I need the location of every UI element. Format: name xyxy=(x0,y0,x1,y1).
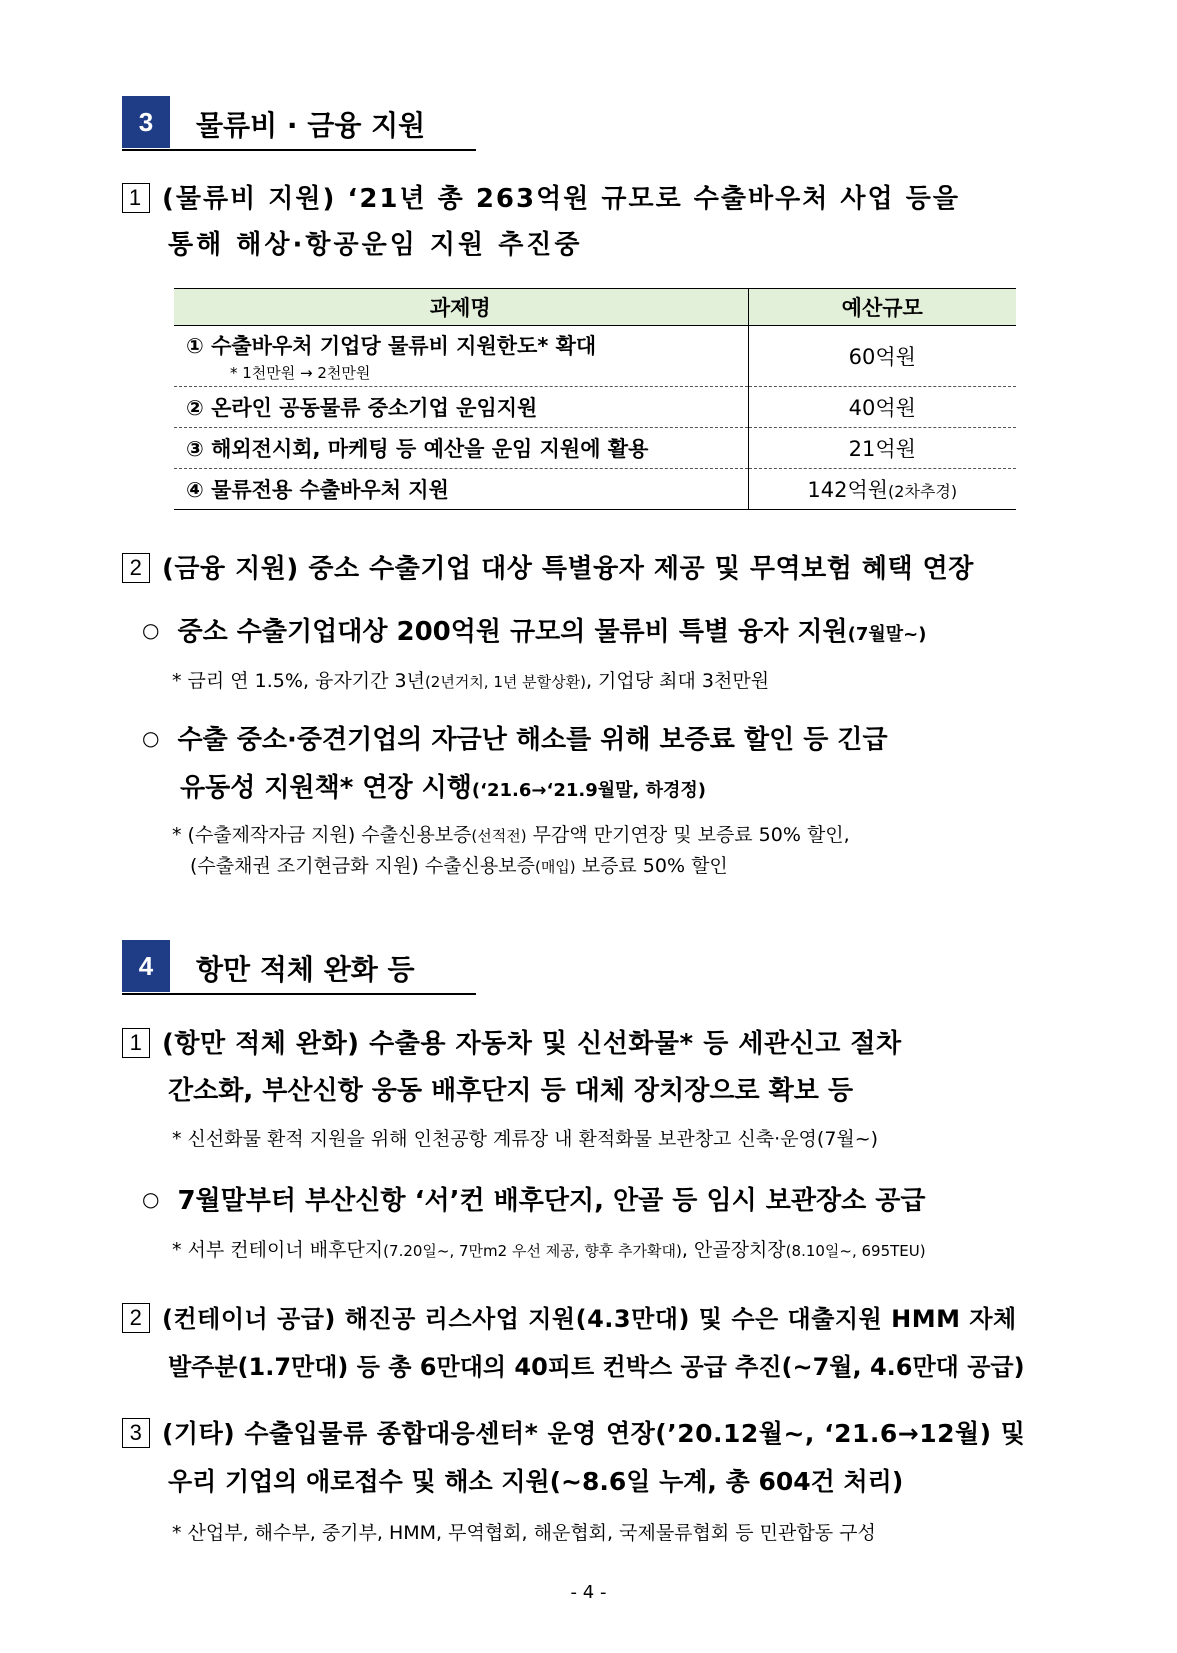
note-text: * 서부 컨테이너 배후단지 xyxy=(172,1239,384,1261)
bullet-text: 유동성 지원책* 연장 시행 xyxy=(180,773,472,803)
circle-bullet-icon: ○ xyxy=(142,726,160,750)
note-text: , 안골장치장 xyxy=(681,1239,786,1261)
section-3-bullet-1 xyxy=(142,611,926,648)
section-number-badge: 4 xyxy=(122,940,170,992)
circle-bullet-icon: ○ xyxy=(142,618,160,642)
boxed-number: 2 xyxy=(122,1303,150,1333)
section-3-bullet-2-line-2 xyxy=(180,767,706,804)
bullet-text: 7월말부터 부산신항 ‘서’컨 배후단지, 안골 등 임시 보관장소 공급 xyxy=(177,1186,926,1216)
section-title: 항만 적체 완화 등 xyxy=(196,953,415,986)
table-cell-subnote: * 1천만원 → 2천만원 xyxy=(230,363,371,382)
section-4-item-3-line-1 xyxy=(122,1414,1072,1450)
section-4-bullet-1 xyxy=(142,1180,926,1217)
item-text: (컨테이너 공급) 해진공 리스사업 지원(4.3만대) 및 수은 대출지원 HMM 자체 xyxy=(162,1305,1017,1333)
note-small: (선적전) xyxy=(471,827,527,845)
section-3-note-2-line-2 xyxy=(190,851,728,878)
bullet-text: 수출 중소·중견기업의 자금난 해소를 위해 보증료 할인 등 긴급 xyxy=(177,725,888,755)
table-cell-task: ② 온라인 공동물류 중소기업 운임지원 xyxy=(186,396,538,420)
table-cell-amount-note: (2차추경) xyxy=(888,482,958,501)
table-cell-amount: 21억원 xyxy=(748,428,1016,469)
table-header-row xyxy=(174,289,1016,326)
section-3-note-1 xyxy=(172,666,769,693)
note-small: (매입) xyxy=(534,858,576,876)
note-text: * (수출제작자금 지원) 수출신용보증 xyxy=(172,824,472,846)
section-4-item-2-line-1 xyxy=(122,1299,1072,1334)
bullet-paren: (7월말~) xyxy=(847,624,927,645)
table-cell-task: ④ 물류전용 수출바우처 지원 xyxy=(186,478,449,502)
table-row xyxy=(174,326,1016,387)
circle-bullet-icon: ○ xyxy=(142,1187,160,1211)
boxed-number: 2 xyxy=(122,553,150,583)
table-cell-task: ③ 해외전시회, 마케팅 등 예산을 운임 지원에 활용 xyxy=(186,437,649,461)
note-small: (7.20일~, 7만m2 우선 제공, 향후 추가확대) xyxy=(383,1242,682,1260)
note-text: , 기업당 최대 3천만원 xyxy=(585,670,770,692)
boxed-number: 1 xyxy=(122,183,150,213)
bullet-paren: (‘21.6→‘21.9월말, 하경정) xyxy=(471,780,706,801)
page-number: - 4 - xyxy=(570,1582,607,1603)
item-text: (금융 지원) 중소 수출기업 대상 특별융자 제공 및 무역보험 혜택 연장 xyxy=(162,554,974,584)
table-cell-amount: 142억원 xyxy=(807,478,889,502)
table-row xyxy=(174,469,1016,510)
table-header-budget: 예산규모 xyxy=(748,289,1016,326)
boxed-number: 1 xyxy=(122,1028,150,1058)
section-4-note-2 xyxy=(172,1235,926,1262)
table-cell-task: ① 수출바우처 기업당 물류비 지원한도* 확대 xyxy=(186,333,597,358)
note-text: 보증료 50% 할인 xyxy=(575,855,728,877)
table-header-task: 과제명 xyxy=(174,289,748,326)
note-text: 무감액 만기연장 및 보증료 50% 할인, xyxy=(526,824,850,846)
section-4-note-1: * 신선화물 환적 지원을 위해 인천공항 계류장 내 환적화물 보관창고 신축·운영(7월~) xyxy=(172,1128,879,1150)
item-text: (항만 적체 완화) 수출용 자동차 및 신선화물* 등 세관신고 절차 xyxy=(162,1029,902,1059)
table-cell-amount: 60억원 xyxy=(748,326,1016,387)
section-3-note-2-line-1 xyxy=(172,820,850,847)
note-text: * 금리 연 1.5%, 융자기간 3년 xyxy=(172,670,425,692)
budget-table xyxy=(174,288,1016,510)
section-3-item-2-line-1 xyxy=(122,548,1072,585)
table-row xyxy=(174,428,1016,469)
section-number-badge: 3 xyxy=(122,96,170,148)
note-text: (수출채권 조기현금화 지원) 수출신용보증 xyxy=(190,855,535,877)
section-3-header xyxy=(122,96,476,156)
section-4-item-2-line-2: 발주분(1.7만대) 등 총 6만대의 40피트 컨박스 공급 추진(~7월, 4.6만대 공급) xyxy=(168,1353,1025,1381)
note-small: (2년거치, 1년 분할상환) xyxy=(424,673,586,691)
table-row xyxy=(174,387,1016,428)
section-4-header xyxy=(122,940,476,1000)
boxed-number: 3 xyxy=(122,1418,150,1448)
section-underline xyxy=(122,993,476,995)
section-underline xyxy=(122,149,476,151)
section-3-bullet-2-line-1 xyxy=(142,719,888,756)
section-4-note-3: * 산업부, 해수부, 중기부, HMM, 무역협회, 해운협회, 국제물류협회 등 민관합동 구성 xyxy=(172,1522,876,1544)
bullet-text: 중소 수출기업대상 200억원 규모의 물류비 특별 융자 지원 xyxy=(177,617,848,647)
section-4-item-1-line-1 xyxy=(122,1023,1072,1060)
note-small: (8.10일~, 695TEU) xyxy=(785,1242,926,1260)
item-text: (기타) 수출입물류 종합대응센터* 운영 연장(’20.12월~, ‘21.6→12월) 및 xyxy=(162,1419,1026,1448)
section-3-item-1-line-2: 통해 해상·항공운임 지원 추진중 xyxy=(168,230,583,260)
item-text: (물류비 지원) ‘21년 총 263억원 규모로 수출바우처 사업 등을 xyxy=(162,184,960,214)
section-title: 물류비 · 금융 지원 xyxy=(196,109,426,142)
section-4-item-1-line-2: 간소화, 부산신항 웅동 배후단지 등 대체 장치장으로 확보 등 xyxy=(168,1076,854,1106)
section-3-item-1-line-1 xyxy=(122,178,1072,215)
section-4-item-3-line-2: 우리 기업의 애로접수 및 해소 지원(~8.6일 누계, 총 604건 처리) xyxy=(168,1467,904,1496)
table-cell-amount: 40억원 xyxy=(748,387,1016,428)
